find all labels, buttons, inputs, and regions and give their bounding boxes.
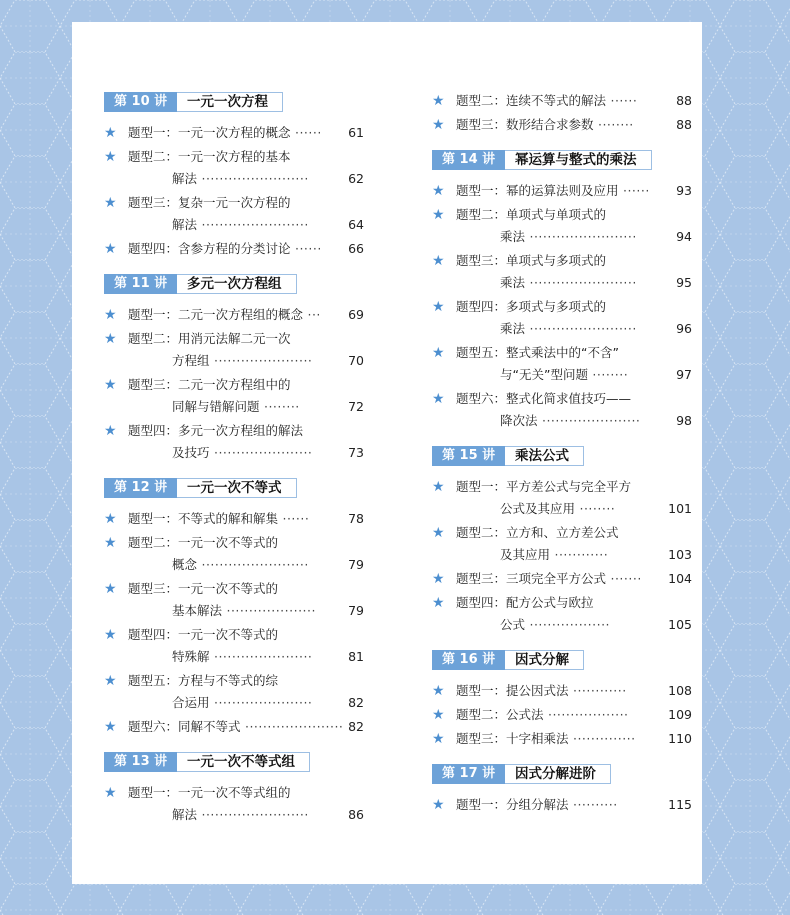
lecture-number-badge: 第 12 讲 (104, 478, 177, 498)
lecture-number-badge: 第 11 讲 (104, 274, 177, 294)
star-icon: ★ (104, 673, 117, 689)
dot-leader: ························ (197, 217, 309, 232)
toc-entry[interactable] (432, 388, 692, 432)
toc-section (104, 274, 364, 464)
toc-section (432, 150, 692, 432)
entry-line (432, 614, 692, 636)
entry-text: 题型三：数形结合求参数 (456, 117, 594, 132)
toc-entry[interactable] (432, 90, 692, 112)
dot-leader: ························ (525, 321, 637, 336)
toc-entry[interactable] (432, 522, 692, 566)
star-icon: ★ (432, 117, 445, 133)
star-icon: ★ (104, 307, 117, 323)
entry-line (432, 318, 692, 340)
lecture-title: 幂运算与整式的乘法 (505, 150, 652, 170)
section-header (104, 92, 364, 112)
entry-text: 公式及其应用 (500, 501, 576, 516)
entry-text: 题型二：一元一次不等式的 (128, 535, 279, 550)
page-number: 103 (668, 547, 692, 562)
page-number: 88 (676, 93, 692, 108)
page-number: 95 (676, 275, 692, 290)
toc-entry[interactable] (432, 592, 692, 636)
star-icon: ★ (104, 511, 117, 527)
dot-leader: ·········· (568, 797, 618, 812)
lecture-title: 一元一次不等式 (177, 478, 297, 498)
toc-entry[interactable] (104, 420, 364, 464)
entry-text: 题型二：单项式与单项式的 (456, 207, 607, 222)
entry-text: 题型一：分组分解法 (456, 797, 569, 812)
entry-text: 基本解法 (172, 603, 223, 618)
entry-line (104, 420, 364, 442)
star-icon: ★ (104, 149, 117, 165)
star-icon: ★ (432, 93, 445, 109)
entry-text: 题型四：多元一次方程组的解法 (128, 423, 304, 438)
entry-line (104, 396, 364, 418)
page-number: 73 (348, 445, 364, 460)
toc-entry[interactable] (104, 328, 364, 372)
entry-line (432, 180, 692, 202)
entry-line (104, 624, 364, 646)
entry-line (104, 670, 364, 692)
entry-text: 合运用 (172, 695, 210, 710)
section-gap (104, 262, 364, 274)
entry-line (432, 794, 692, 816)
entry-text: 题型四：含参方程的分类讨论 (128, 241, 291, 256)
entry-text: 及技巧 (172, 445, 210, 460)
entry-line (432, 544, 692, 566)
entry-line (104, 350, 364, 372)
page-number: 79 (348, 603, 364, 618)
entry-text: 题型四：一元一次不等式的 (128, 627, 279, 642)
entry-line (432, 114, 692, 136)
dot-leader: ·············· (568, 731, 636, 746)
dot-leader: ·················· (543, 707, 629, 722)
entry-line (104, 214, 364, 236)
entry-line (104, 168, 364, 190)
dot-leader: ······ (278, 511, 310, 526)
toc-entry[interactable] (432, 204, 692, 248)
page-number: 97 (676, 367, 692, 382)
dot-leader: ········ (587, 367, 629, 382)
star-icon: ★ (432, 595, 445, 611)
toc-entry[interactable] (104, 578, 364, 622)
entry-line (432, 250, 692, 272)
page-number: 115 (668, 797, 692, 812)
page-number: 96 (676, 321, 692, 336)
star-icon: ★ (432, 707, 445, 723)
toc-entry[interactable] (104, 374, 364, 418)
entry-text: 题型三：十字相乘法 (456, 731, 569, 746)
toc-entry[interactable] (432, 728, 692, 750)
toc-entry[interactable] (432, 114, 692, 136)
star-icon: ★ (104, 627, 117, 643)
entry-line (432, 226, 692, 248)
entry-line (104, 146, 364, 168)
dot-leader: ······ (618, 183, 650, 198)
page-number: 70 (348, 353, 364, 368)
entry-text: 解法 (172, 217, 198, 232)
entry-text: 题型一：二元一次方程组的概念 (128, 307, 304, 322)
entry-text: 题型二：一元一次方程的基本 (128, 149, 291, 164)
star-icon: ★ (432, 525, 445, 541)
star-icon: ★ (104, 125, 117, 141)
page-number: 98 (676, 413, 692, 428)
entry-line (432, 272, 692, 294)
dot-leader: ············ (550, 547, 609, 562)
entry-text: 与“无关”型问题 (500, 367, 588, 382)
star-icon: ★ (104, 331, 117, 347)
section-header (104, 274, 364, 294)
toc-entry[interactable] (432, 680, 692, 702)
toc-entry[interactable] (432, 476, 692, 520)
entry-line (432, 592, 692, 614)
entry-text: 乘法 (500, 275, 526, 290)
toc-entry[interactable] (432, 704, 692, 726)
section-header (432, 150, 692, 170)
dot-leader: ······················ (537, 413, 641, 428)
toc-entry[interactable] (432, 180, 692, 202)
entry-line (104, 716, 364, 738)
page-number: 101 (668, 501, 692, 516)
star-icon: ★ (104, 719, 117, 735)
entry-text: 特殊解 (172, 649, 210, 664)
entry-line (432, 410, 692, 432)
entry-line (104, 192, 364, 214)
lecture-title: 一元一次不等式组 (177, 752, 310, 772)
star-icon: ★ (432, 731, 445, 747)
entry-text: 乘法 (500, 229, 526, 244)
entry-line (432, 704, 692, 726)
entry-line (432, 90, 692, 112)
page-number: 61 (348, 125, 364, 140)
star-icon: ★ (104, 423, 117, 439)
page-number: 104 (668, 571, 692, 586)
star-icon: ★ (432, 253, 445, 269)
star-icon: ★ (104, 377, 117, 393)
lecture-number-badge: 第 16 讲 (432, 650, 505, 670)
dot-leader: ·················· (525, 617, 611, 632)
entry-line (432, 680, 692, 702)
toc-entry[interactable] (104, 192, 364, 236)
entry-line (104, 554, 364, 576)
entry-text: 题型二：用消元法解二元一次 (128, 331, 291, 346)
toc-section (104, 92, 364, 260)
page-number: 62 (348, 171, 364, 186)
dot-leader: ······················ (209, 353, 313, 368)
entry-line (104, 238, 364, 260)
entry-text: 题型一：一元一次不等式组的 (128, 785, 291, 800)
section-header (104, 752, 364, 772)
entry-line (104, 508, 364, 530)
entry-line (432, 388, 692, 410)
entry-line (104, 122, 364, 144)
dot-leader: ········ (259, 399, 300, 414)
lecture-number-badge: 第 15 讲 (432, 446, 505, 466)
entry-text: 题型三：一元一次不等式的 (128, 581, 279, 596)
entry-line (104, 646, 364, 668)
toc-section (104, 478, 364, 738)
section-gap (432, 752, 692, 764)
entry-text: 题型六：同解不等式 (128, 719, 241, 734)
page-number: 72 (348, 399, 364, 414)
page-number: 86 (348, 807, 364, 822)
entry-text: 题型一：一元一次方程的概念 (128, 125, 291, 140)
toc-entry[interactable] (104, 532, 364, 576)
entry-line (104, 578, 364, 600)
lecture-title: 多元一次方程组 (177, 274, 297, 294)
page-number: 93 (676, 183, 692, 198)
entry-text: 题型三：复杂一元一次方程的 (128, 195, 291, 210)
page-number: 79 (348, 557, 364, 572)
entry-text: 题型三：三项完全平方公式 (456, 571, 607, 586)
star-icon: ★ (432, 299, 445, 315)
entry-text: 题型五：方程与不等式的综 (128, 673, 279, 688)
toc-entry[interactable] (104, 238, 364, 260)
section-header (104, 478, 364, 498)
lecture-number-badge: 第 17 讲 (432, 764, 505, 784)
entry-text: 题型一：提公因式法 (456, 683, 569, 698)
page-number: 82 (348, 719, 364, 734)
page-number: 110 (668, 731, 692, 746)
entry-text: 题型六：整式化简求值技巧—— (456, 391, 632, 406)
dot-leader: ······· (606, 571, 642, 586)
lecture-number-badge: 第 13 讲 (104, 752, 177, 772)
dot-leader: ························ (197, 557, 309, 572)
entry-text: 方程组 (172, 353, 210, 368)
star-icon: ★ (432, 207, 445, 223)
entry-text: 题型一：幂的运算法则及应用 (456, 183, 619, 198)
right-column (432, 90, 692, 818)
toc-entry[interactable] (432, 250, 692, 294)
entry-line (104, 804, 364, 826)
toc-entry[interactable] (432, 296, 692, 340)
dot-leader: ········ (593, 117, 634, 132)
page-number: 66 (348, 241, 364, 256)
page-number: 81 (348, 649, 364, 664)
lecture-title: 一元一次方程 (177, 92, 283, 112)
dot-leader: ······················ (209, 445, 313, 460)
entry-text: 同解与错解问题 (172, 399, 260, 414)
star-icon: ★ (432, 571, 445, 587)
entry-text: 概念 (172, 557, 198, 572)
dot-leader: ························ (525, 275, 637, 290)
entry-line (104, 692, 364, 714)
dot-leader: ······ (290, 241, 322, 256)
entry-line (432, 342, 692, 364)
toc-entry[interactable] (104, 304, 364, 326)
entry-line (432, 522, 692, 544)
lecture-number-badge: 第 10 讲 (104, 92, 177, 112)
entry-text: 题型四：配方公式与欧拉 (456, 595, 594, 610)
dot-leader: ······················ (209, 649, 313, 664)
entry-line (432, 204, 692, 226)
toc-entry[interactable] (432, 794, 692, 816)
entry-line (432, 728, 692, 750)
star-icon: ★ (104, 535, 117, 551)
dot-leader: ························ (525, 229, 637, 244)
lecture-title: 乘法公式 (505, 446, 584, 466)
entry-line (432, 296, 692, 318)
dot-leader: ············ (568, 683, 627, 698)
star-icon: ★ (432, 391, 445, 407)
entry-line (104, 304, 364, 326)
star-icon: ★ (432, 183, 445, 199)
toc-entry[interactable] (432, 568, 692, 590)
entry-line (104, 600, 364, 622)
star-icon: ★ (104, 241, 117, 257)
section-gap (104, 466, 364, 478)
star-icon: ★ (432, 683, 445, 699)
dot-leader: ························ (197, 171, 309, 186)
entry-text: 解法 (172, 171, 198, 186)
entry-text: 题型四：多项式与多项式的 (456, 299, 607, 314)
toc-entry[interactable] (432, 342, 692, 386)
entry-text: 解法 (172, 807, 198, 822)
lecture-title: 因式分解进阶 (505, 764, 611, 784)
entry-text: 题型二：公式法 (456, 707, 544, 722)
page-number: 82 (348, 695, 364, 710)
dot-leader: ························ (197, 807, 309, 822)
star-icon: ★ (432, 479, 445, 495)
lecture-title: 因式分解 (505, 650, 584, 670)
entry-line (104, 328, 364, 350)
entry-line (104, 782, 364, 804)
section-header (432, 764, 692, 784)
dot-leader: ········ (575, 501, 616, 516)
entry-text: 题型三：二元一次方程组中的 (128, 377, 291, 392)
entry-text: 题型一：平方差公式与完全平方 (456, 479, 632, 494)
star-icon: ★ (104, 195, 117, 211)
entry-line (104, 374, 364, 396)
section-header (432, 650, 692, 670)
entry-line (104, 532, 364, 554)
page-number: 105 (668, 617, 692, 632)
page-number: 69 (348, 307, 364, 322)
entry-text: 题型三：单项式与多项式的 (456, 253, 607, 268)
entry-text: 题型二：立方和、立方差公式 (456, 525, 619, 540)
entry-line (104, 442, 364, 464)
entry-text: 乘法 (500, 321, 526, 336)
page-number: 64 (348, 217, 364, 232)
page-number: 108 (668, 683, 692, 698)
toc-entry[interactable] (104, 624, 364, 668)
left-column (104, 92, 364, 828)
section-gap (432, 138, 692, 150)
lecture-number-badge: 第 14 讲 (432, 150, 505, 170)
section-gap (432, 638, 692, 650)
star-icon: ★ (104, 581, 117, 597)
section-gap (104, 740, 364, 752)
dot-leader: ···················· (222, 603, 316, 618)
entry-text: 及其应用 (500, 547, 551, 562)
dot-leader: ······ (606, 93, 638, 108)
entry-line (432, 364, 692, 386)
section-header (432, 446, 692, 466)
toc-entry[interactable] (104, 782, 364, 826)
star-icon: ★ (432, 797, 445, 813)
toc-section (432, 446, 692, 636)
entry-text: 题型二：连续不等式的解法 (456, 93, 607, 108)
page-number: 94 (676, 229, 692, 244)
entry-text: 公式 (500, 617, 526, 632)
section-gap (432, 434, 692, 446)
toc-entry[interactable] (104, 122, 364, 144)
entry-line (432, 568, 692, 590)
star-icon: ★ (104, 785, 117, 801)
toc-entry[interactable] (104, 670, 364, 714)
toc-section (432, 764, 692, 816)
dot-leader: ······················ (240, 719, 344, 734)
toc-entry[interactable] (104, 508, 364, 530)
page-number: 78 (348, 511, 364, 526)
star-icon: ★ (432, 345, 445, 361)
page-number: 109 (668, 707, 692, 722)
entry-text: 降次法 (500, 413, 538, 428)
toc-entry[interactable] (104, 716, 364, 738)
entry-line (432, 498, 692, 520)
toc-section (432, 650, 692, 750)
entry-line (432, 476, 692, 498)
entry-text: 题型五：整式乘法中的“不含” (456, 345, 619, 360)
entry-text: 题型一：不等式的解和解集 (128, 511, 279, 526)
page-number: 88 (676, 117, 692, 132)
toc-page (72, 22, 702, 884)
toc-section (104, 752, 364, 826)
dot-leader: ······················ (209, 695, 313, 710)
dot-leader: ······ (290, 125, 322, 140)
toc-entry[interactable] (104, 146, 364, 190)
dot-leader: ··· (303, 307, 321, 322)
